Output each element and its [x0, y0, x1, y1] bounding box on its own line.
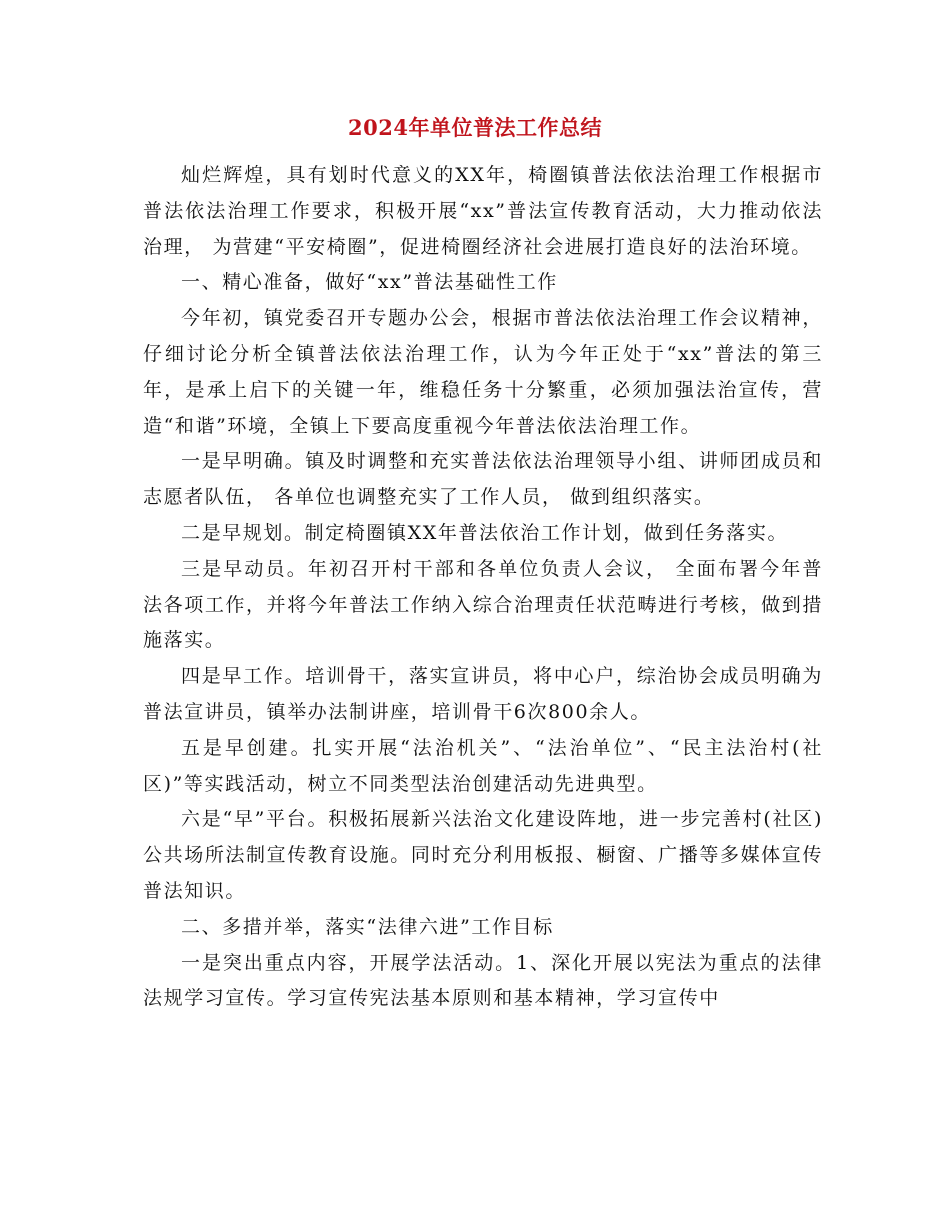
- paragraph: 五是早创建。扎实开展“法治机关”、“法治单位”、“民主法治村(社区)”等实践活动，树立不同类型法治创建活动先进典型。: [143, 736, 823, 795]
- paragraph: 四是早工作。培训骨干，落实宣讲员，将中心户，综治协会成员明确为普法宣讲员，镇举办法制讲座，培训骨干6次800余人。: [143, 665, 823, 723]
- section-heading: 一、精心准备，做好“xx”普法基础性工作: [181, 271, 558, 294]
- paragraph: 二是早规划。制定椅圈镇XX年普法依治工作计划，做到任务落实。: [181, 521, 789, 544]
- paragraph: 一是突出重点内容，开展学法活动。1、深化开展以宪法为重点的法律法规学习宣传。学习宣传宪法基本原则和基本精神，学习宣传中: [143, 951, 823, 1010]
- document-title: 2024年单位普法工作总结: [348, 115, 602, 140]
- section-heading: 二、多措并举，落实“法律六进”工作目标: [181, 915, 554, 938]
- paragraph: 六是“早”平台。积极拓展新兴法治文化建设阵地，进一步完善村(社区)公共场所法制宣传教育设施。同时充分利用板报、橱窗、广播等多媒体宣传普法知识。: [143, 808, 823, 902]
- document-body: [143, 158, 823, 1017]
- paragraph: 三是早动员。年初召开村干部和各单位负责人会议， 全面布署今年普法各项工作，并将今年普法工作纳入综合治理责任状范畴进行考核，做到措施落实。: [143, 557, 823, 652]
- paragraph: 灿烂辉煌，具有划时代意义的XX年，椅圈镇普法依法治理工作根据市普法依法治理工作要求，积极开展“xx”普法宣传教育活动，大力推动依法治理， 为营建“平安椅圈”，促进椅圈经济社会进展打造良好的法治环境。: [143, 164, 823, 258]
- paragraph: 一是早明确。镇及时调整和充实普法依法治理领导小组、讲师团成员和志愿者队伍， 各单位也调整充实了工作人员， 做到组织落实。: [143, 450, 823, 509]
- paragraph: 今年初，镇党委召开专题办公会，根据市普法依法治理工作会议精神，仔细讨论分析全镇普法依法治理工作，认为今年正处于“xx”普法的第三年，是承上启下的关键一年，维稳任务十分繁重，必须加强法治宣传，营造“和谐”环境，全镇上下要高度重视今年普法依法治理工作。: [143, 307, 823, 437]
